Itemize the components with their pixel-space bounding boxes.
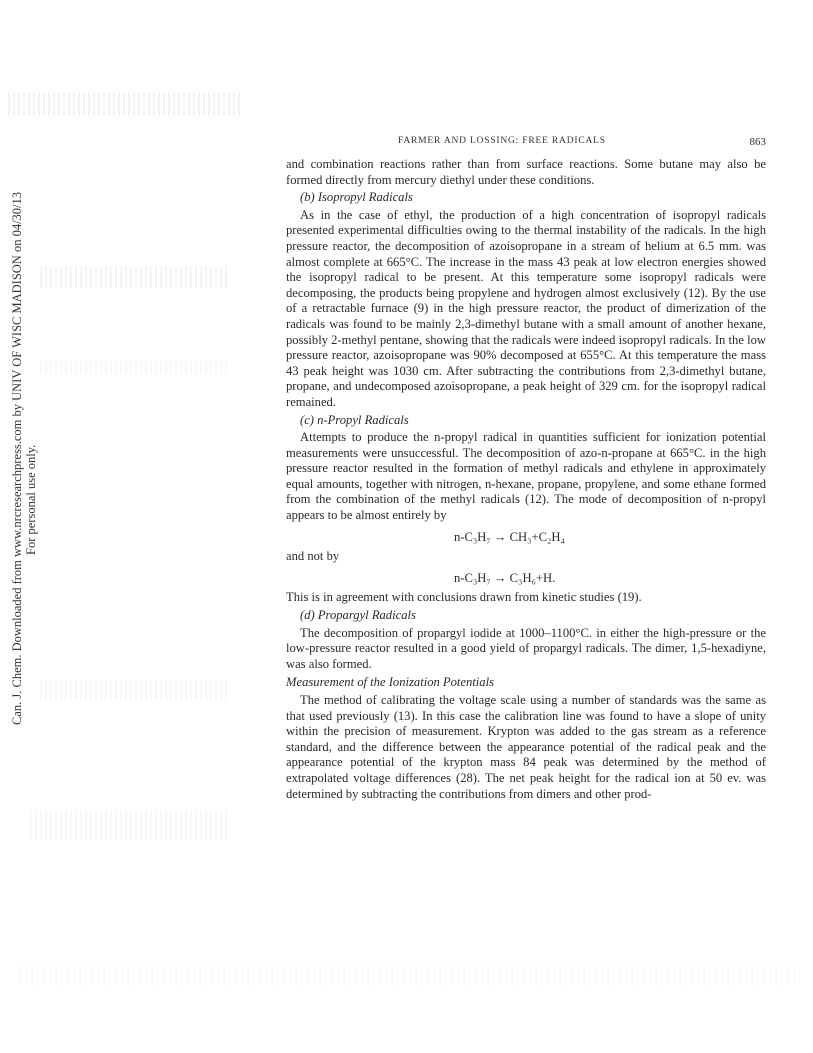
paragraph-kinetic: This is in agreement with conclusions drawn from kinetic studies (19). bbox=[286, 590, 642, 605]
watermark-line-1: Can. J. Chem. Downloaded from www.nrcresearchpress.com by UNIV OF WISC MADISON on 04/30/13 bbox=[10, 191, 24, 725]
page-number: 863 bbox=[749, 136, 766, 148]
subsection-propargyl-heading: (d) Propargyl Radicals bbox=[300, 608, 416, 623]
paragraph-n-propyl: Attempts to produce the n-propyl radical in quantities sufficient for ionization potential measurements were unsuccessful. The decomposition of azo-n-propane at 665°C. in the high pressure reactor resulted in the formation of methyl radicals and ethylene in approximately equal amounts, together with nitrogen, n-hexane, propane, propylene, and some ethane formed from the combination of the methyl radicals (12). The mode of decomposition of n-propyl appears to be almost entirely by bbox=[286, 430, 766, 523]
watermark-line-2: For personal use only. bbox=[24, 444, 38, 555]
article-body bbox=[286, 157, 766, 802]
paragraph-measurement: The method of calibrating the voltage scale using a number of standards was the same as that used previously (13). In this case the calibration line was found to have a slope of unity within the precision of measurement. Krypton was added to the gas stream as a reference standard, and the difference between the appearance potential of the radical peak and the appearance potential of the krypton mass 84 peak was determined by the method of extrapolated voltage differences (28). The net peak height for the radical ion at 50 ev. was determined by subtracting the contributions from dimers and other prod- bbox=[286, 693, 766, 801]
scan-noise-bottom bbox=[20, 965, 800, 985]
paragraph-propargyl: The decomposition of propargyl iodide at 1000–1100°C. in either the high-pressure or the low-pressure reactor resulted in a good yield of propargyl radicals. The dimer, 1,5-hexadiyne, was also formed. bbox=[286, 625, 766, 671]
download-watermark bbox=[0, 191, 38, 725]
equation-2: n-C₃H₇ → C₃H₆+H. bbox=[454, 570, 556, 585]
scan-noise-left-1 bbox=[40, 266, 230, 288]
scan-noise-top-left bbox=[8, 92, 240, 116]
subsection-isopropyl-heading: (b) Isopropyl Radicals bbox=[300, 190, 413, 205]
and-not-by-text: and not by bbox=[286, 549, 340, 564]
scan-noise-left-2 bbox=[40, 360, 230, 374]
paragraph-continuation: and combination reactions rather than from surface reactions. Some butane may also be formed directly from mercury diethyl under these conditions. bbox=[286, 157, 766, 187]
paragraph-isopropyl: As in the case of ethyl, the production of a high concentration of isopropyl radicals presented experimental difficulties owing to the thermal instability of the radicals. In the high pressure reactor, the decomposition of azoisopropane in a stream of helium at 6.5 mm. was almost complete at 665°C. The increase in the mass 43 peak at low electron energies showed the isopropyl radical to be present. At this temperature some isopropyl radicals were decomposing, the products being propylene and hydrogen almost exclusively (12). By the use of a retractable furnace (9) in the high pressure reactor, the product of dimerization of the radicals was found to be mainly 2,3-dimethyl butane with a small amount of another hexane, possibly 2-methyl pentane, showing that the radicals were indeed isopropyl radicals. In the low pressure reactor, azoisopropane was 90% decomposed at 655°C. At this temperature the mass 43 peak height was 1030 cm. After subtracting the contributions from 2,3-dimethyl butane, propane, and undecomposed azoisopropane, a peak height of 329 cm. for the isopropyl radical remained. bbox=[286, 207, 766, 409]
page-header bbox=[286, 136, 766, 150]
equation-1: n-C₃H₇ → CH₃+C₂H₄ bbox=[454, 529, 565, 544]
section-measurement-heading: Measurement of the Ionization Potentials bbox=[286, 675, 494, 690]
running-title: FARMER AND LOSSING: FREE RADICALS bbox=[398, 136, 606, 146]
scan-noise-left-3 bbox=[40, 680, 230, 700]
scan-noise-left-4 bbox=[30, 810, 230, 840]
subsection-n-propyl-heading: (c) n-Propyl Radicals bbox=[300, 412, 409, 427]
